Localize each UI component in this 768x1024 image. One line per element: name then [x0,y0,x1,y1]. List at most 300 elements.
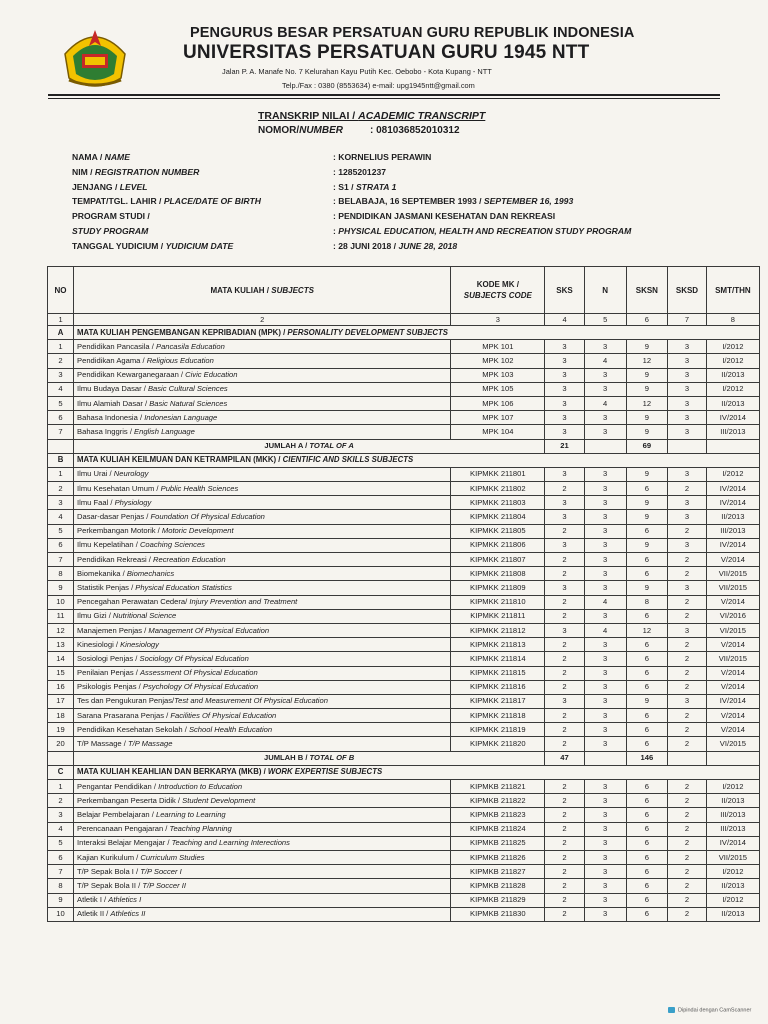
subject-smt: II/2013 [706,510,759,524]
row-no: 4 [48,510,74,524]
table-row [48,879,760,893]
subject-sksn: 6 [626,893,668,907]
subject-name: Kinesiologi / Kinesiology [74,638,451,652]
subject-name: Sosiologi Penjas / Sociology Of Physical Education [74,652,451,666]
total-sksn: 69 [626,439,668,453]
subject-n: 3 [584,638,626,652]
subject-sksn: 6 [626,680,668,694]
subject-sksd: 2 [668,737,707,751]
subject-name: Bahasa Indonesia / Indonesian Language [74,411,451,425]
row-no: 7 [48,553,74,567]
student-info-value: : S1 / STRATA 1 [333,181,397,192]
subject-sks: 3 [545,496,585,510]
table-row [48,425,760,439]
subject-n: 3 [584,482,626,496]
table-row [48,496,760,510]
subject-sks: 2 [545,567,585,581]
subject-smt: VI/2016 [706,609,759,623]
subject-sks: 3 [545,623,585,637]
subject-sksd: 3 [668,396,707,410]
table-row [48,340,760,354]
row-no: 17 [48,694,74,708]
subject-sksn: 12 [626,623,668,637]
column-index: 3 [451,314,545,326]
subject-n: 3 [584,496,626,510]
subject-n: 4 [584,623,626,637]
subject-sksn: 8 [626,595,668,609]
subject-name: Statistik Penjas / Physical Education Statistics [74,581,451,595]
transcript-number-value: : 081036852010312 [370,125,460,136]
student-info-label: TANGGAL YUDICIUM / YUDICIUM DATE [72,240,234,251]
subject-name: T/P Sepak Bola I / T/P Soccer I [74,865,451,879]
row-no: 1 [48,467,74,481]
subject-code: MPK 102 [451,354,545,368]
subject-n: 3 [584,510,626,524]
subject-sks: 3 [545,396,585,410]
row-no: 10 [48,595,74,609]
row-no: 2 [48,482,74,496]
subject-sks: 2 [545,780,585,794]
subject-n: 3 [584,893,626,907]
subject-sksn: 9 [626,425,668,439]
subject-name: Pendidikan Kesehatan Sekolah / School Health Education [74,723,451,737]
section-letter: B [48,453,74,467]
subject-sks: 3 [545,694,585,708]
subject-n: 3 [584,467,626,481]
student-info-value: : PENDIDIKAN JASMANI KESEHATAN DAN REKREASI [333,211,556,222]
subject-code: KIPMKK 211814 [451,652,545,666]
subject-n: 3 [584,822,626,836]
subject-smt: VII/2015 [706,581,759,595]
subject-sksn: 9 [626,411,668,425]
student-info-row [72,226,712,241]
subject-smt: III/2013 [706,822,759,836]
header-sksn: SKSN [626,267,668,314]
total-empty [584,439,626,453]
subject-sksn: 9 [626,694,668,708]
subject-sks: 2 [545,680,585,694]
subject-n: 3 [584,850,626,864]
subject-sksn: 9 [626,340,668,354]
row-no: 6 [48,411,74,425]
subject-sksd: 3 [668,382,707,396]
section-header-row [48,765,760,779]
subject-sks: 2 [545,808,585,822]
section-total-row [48,439,760,453]
subject-n: 3 [584,907,626,921]
subject-sks: 2 [545,553,585,567]
table-row [48,694,760,708]
column-index: 7 [668,314,707,326]
subject-name: Pendidikan Rekreasi / Recreation Education [74,553,451,567]
subject-name: Interaksi Belajar Mengajar / Teaching and Learning Interections [74,836,451,850]
subject-code: MPK 106 [451,396,545,410]
subject-code: KIPMKK 211815 [451,666,545,680]
row-no: 15 [48,666,74,680]
subject-sks: 2 [545,666,585,680]
row-no: 5 [48,524,74,538]
subject-name: Atletik II / Athletics II [74,907,451,921]
subject-sksd: 3 [668,354,707,368]
subject-code: KIPMKB 211825 [451,836,545,850]
subject-sksn: 9 [626,467,668,481]
subject-sksn: 6 [626,879,668,893]
subject-code: KIPMKK 211813 [451,638,545,652]
subject-code: KIPMKK 211802 [451,482,545,496]
university-contact: Telp./Fax : 0380 (8553634) e-mail: upg1945ntt@gmail.com [282,81,475,90]
subject-sksn: 6 [626,850,668,864]
subject-code: KIPMKK 211817 [451,694,545,708]
row-no: 14 [48,652,74,666]
subject-sks: 3 [545,510,585,524]
subject-smt: I/2012 [706,467,759,481]
subject-name: Sarana Prasarana Penjas / Facilities Of Physical Education [74,709,451,723]
subject-name: Perkembangan Motorik / Motoric Development [74,524,451,538]
subject-smt: I/2012 [706,780,759,794]
subject-name: Pengantar Pendidikan / Introduction to Education [74,780,451,794]
table-row [48,581,760,595]
subject-smt: IV/2014 [706,836,759,850]
subject-smt: V/2014 [706,553,759,567]
table-row [48,467,760,481]
subject-sksn: 9 [626,382,668,396]
table-row [48,382,760,396]
student-info-label: TEMPAT/TGL. LAHIR / PLACE/DATE OF BIRTH [72,196,261,207]
subject-name: Ilmu Kepelatihan / Coaching Sciences [74,538,451,552]
total-sksn: 146 [626,751,668,765]
subject-code: KIPMKK 211818 [451,709,545,723]
column-index: 4 [545,314,585,326]
subject-sksd: 2 [668,680,707,694]
subject-code: KIPMKB 211824 [451,822,545,836]
table-row [48,482,760,496]
subject-code: KIPMKB 211829 [451,893,545,907]
subject-code: KIPMKK 211816 [451,680,545,694]
subject-code: KIPMKK 211801 [451,467,545,481]
subject-smt: I/2012 [706,354,759,368]
subject-code: MPK 105 [451,382,545,396]
subject-name: Ilmu Alamiah Dasar / Basic Natural Sciences [74,396,451,410]
subject-smt: VII/2015 [706,850,759,864]
subject-code: KIPMKB 211828 [451,879,545,893]
student-info-label: NIM / REGISTRATION NUMBER [72,166,200,177]
subject-sksd: 2 [668,794,707,808]
subject-smt: V/2014 [706,680,759,694]
total-label: JUMLAH B / TOTAL OF B [74,751,545,765]
table-row [48,780,760,794]
subject-n: 3 [584,382,626,396]
table-header-row [48,267,760,314]
column-index: 8 [706,314,759,326]
subject-code: MPK 104 [451,425,545,439]
table-row [48,907,760,921]
row-no: 9 [48,893,74,907]
subject-name: Ilmu Urai / Neurology [74,467,451,481]
subject-sksd: 2 [668,850,707,864]
subject-sksd: 2 [668,865,707,879]
subject-smt: II/2013 [706,396,759,410]
subject-sksn: 6 [626,553,668,567]
student-info-value: : KORNELIUS PERAWIN [333,152,432,162]
table-row [48,595,760,609]
subject-code: KIPMKB 211823 [451,808,545,822]
row-no: 7 [48,425,74,439]
subject-sksn: 6 [626,482,668,496]
transcript-table [47,266,760,922]
table-row [48,822,760,836]
subject-code: KIPMKK 211803 [451,496,545,510]
row-no: 8 [48,567,74,581]
subject-code: KIPMKK 211812 [451,623,545,637]
subject-sksn: 6 [626,609,668,623]
subject-code: KIPMKK 211820 [451,737,545,751]
row-no: 20 [48,737,74,751]
subject-sksn: 6 [626,808,668,822]
subject-sksd: 2 [668,553,707,567]
subject-sksn: 6 [626,794,668,808]
student-info-value: : 28 JUNI 2018 / JUNE 28, 2018 [333,240,458,251]
subject-sks: 2 [545,609,585,623]
subject-n: 3 [584,709,626,723]
subject-sksd: 3 [668,581,707,595]
subject-name: Perkembangan Peserta Didik / Student Development [74,794,451,808]
subject-sks: 3 [545,340,585,354]
subject-name: Ilmu Kesehatan Umum / Public Health Sciences [74,482,451,496]
subject-n: 3 [584,340,626,354]
row-no: 5 [48,836,74,850]
subject-code: KIPMKB 211830 [451,907,545,921]
total-empty [584,751,626,765]
subject-sksd: 2 [668,808,707,822]
section-title: MATA KULIAH KEAHLIAN DAN BERKARYA (MKB) / WORK EXPERTISE SUBJECTS [74,765,760,779]
table-row [48,567,760,581]
subject-sks: 2 [545,482,585,496]
subject-sksd: 2 [668,780,707,794]
subject-name: Psikologis Penjas / Psychology Of Physical Education [74,680,451,694]
subject-name: Pendidikan Agama / Religious Education [74,354,451,368]
student-info-value: : PHYSICAL EDUCATION, HEALTH AND RECREATION STUDY PROGRAM [333,225,632,236]
total-empty [668,439,707,453]
transcript-title: TRANSKRIP NILAI / ACADEMIC TRANSCRIPT [258,110,486,122]
subject-name: T/P Massage / T/P Massage [74,737,451,751]
subject-smt: VI/2015 [706,623,759,637]
subject-sksd: 3 [668,496,707,510]
subject-sksd: 2 [668,524,707,538]
row-no: 16 [48,680,74,694]
subject-sks: 3 [545,382,585,396]
table-row [48,723,760,737]
subject-sks: 3 [545,354,585,368]
subject-sksd: 2 [668,666,707,680]
subject-sksn: 6 [626,822,668,836]
subject-smt: II/2013 [706,368,759,382]
student-info-row [72,167,712,182]
row-no: 13 [48,638,74,652]
subject-n: 4 [584,595,626,609]
subject-sksn: 6 [626,524,668,538]
table-row [48,411,760,425]
table-row [48,865,760,879]
header-code: KODE MK / SUBJECTS CODE [451,267,545,314]
subject-n: 4 [584,396,626,410]
subject-sksd: 2 [668,723,707,737]
subject-sksn: 9 [626,538,668,552]
subject-n: 3 [584,794,626,808]
subject-n: 3 [584,666,626,680]
subject-name: Kajian Kurikulum / Curriculum Studies [74,850,451,864]
subject-smt: IV/2014 [706,482,759,496]
subject-sksd: 3 [668,411,707,425]
subject-code: KIPMKK 211807 [451,553,545,567]
subject-sksd: 2 [668,638,707,652]
subject-sksn: 12 [626,396,668,410]
subject-smt: IV/2014 [706,694,759,708]
subject-code: MPK 101 [451,340,545,354]
table-row [48,737,760,751]
subject-sksd: 2 [668,879,707,893]
row-no: 6 [48,850,74,864]
subject-name: Belajar Pembelajaran / Learning to Learning [74,808,451,822]
subject-smt: III/2013 [706,808,759,822]
subject-sksn: 6 [626,567,668,581]
subject-n: 3 [584,680,626,694]
total-sks: 47 [545,751,585,765]
student-info-row [72,211,712,226]
row-no: 3 [48,808,74,822]
header-n: N [584,267,626,314]
student-info-row [72,241,712,256]
subject-sksd: 2 [668,567,707,581]
subject-sksn: 9 [626,368,668,382]
subject-name: Bahasa Inggris / English Language [74,425,451,439]
student-info-label: PROGRAM STUDI / [72,211,150,222]
student-info-label: NAMA / NAME [72,152,130,162]
total-label: JUMLAH A / TOTAL OF A [74,439,545,453]
subject-smt: I/2012 [706,893,759,907]
subject-sksd: 3 [668,510,707,524]
row-no: 1 [48,340,74,354]
row-no: 19 [48,723,74,737]
subject-sksd: 3 [668,368,707,382]
subject-code: KIPMKK 211811 [451,609,545,623]
scanner-watermark: Dipindai dengan CamScanner [668,1007,751,1013]
subject-name: Atletik I / Athletics I [74,893,451,907]
subject-sksd: 2 [668,709,707,723]
subject-n: 3 [584,425,626,439]
row-no: 12 [48,623,74,637]
row-no: 10 [48,907,74,921]
subject-smt: IV/2014 [706,538,759,552]
subject-sksd: 3 [668,425,707,439]
student-info-row [72,182,712,197]
subject-sks: 2 [545,850,585,864]
subject-name: Pendidikan Kewarganegaraan / Civic Education [74,368,451,382]
university-address: Jalan P. A. Manafe No. 7 Kelurahan Kayu Putih Kec. Oebobo - Kota Kupang - NTT [222,67,492,76]
section-total-row [48,751,760,765]
subject-sksd: 3 [668,538,707,552]
subject-sks: 2 [545,709,585,723]
transcript-number: NOMOR/NUMBER : 081036852010312 [258,125,460,136]
column-index: 2 [74,314,451,326]
row-no: 3 [48,368,74,382]
subject-n: 3 [584,808,626,822]
table-row [48,553,760,567]
header-no: NO [48,267,74,314]
column-index: 1 [48,314,74,326]
subject-n: 3 [584,581,626,595]
subject-smt: III/2013 [706,524,759,538]
row-no: 2 [48,794,74,808]
subject-n: 3 [584,780,626,794]
subject-name: Pendidikan Pancasila / Pancasila Education [74,340,451,354]
column-index: 6 [626,314,668,326]
subject-code: KIPMKK 211810 [451,595,545,609]
row-no: 7 [48,865,74,879]
subject-sks: 2 [545,524,585,538]
subject-code: MPK 107 [451,411,545,425]
subject-smt: VI/2015 [706,737,759,751]
row-no: 3 [48,496,74,510]
student-info-row [72,196,712,211]
subject-name: Pencegahan Perawatan Cedera/ Injury Prevention and Treatment [74,595,451,609]
row-no: 11 [48,609,74,623]
subject-smt: II/2013 [706,879,759,893]
subject-smt: V/2014 [706,709,759,723]
table-row [48,666,760,680]
subject-sks: 2 [545,638,585,652]
subject-sks: 2 [545,865,585,879]
org-name: PENGURUS BESAR PERSATUAN GURU REPUBLIK INDONESIA [190,25,635,41]
subject-sksd: 2 [668,652,707,666]
subject-name: Ilmu Budaya Dasar / Basic Cultural Sciences [74,382,451,396]
total-empty [48,751,74,765]
table-row [48,794,760,808]
student-info-label: STUDY PROGRAM [72,225,149,236]
subject-sksd: 2 [668,893,707,907]
total-sks: 21 [545,439,585,453]
subject-smt: VII/2015 [706,652,759,666]
subject-sks: 2 [545,893,585,907]
subject-n: 4 [584,354,626,368]
table-row [48,538,760,552]
table-row [48,510,760,524]
subject-sksd: 2 [668,595,707,609]
header-smt: SMT/THN [706,267,759,314]
subject-sksn: 6 [626,836,668,850]
subject-sks: 2 [545,907,585,921]
subject-name: Ilmu Gizi / Nutritional Science [74,609,451,623]
subject-smt: II/2013 [706,907,759,921]
subject-sksn: 9 [626,581,668,595]
subject-sks: 2 [545,794,585,808]
table-row [48,808,760,822]
student-info-value: : 1285201237 [333,166,387,177]
subject-sksd: 2 [668,907,707,921]
subject-sks: 2 [545,822,585,836]
subject-n: 3 [584,836,626,850]
header-sksd: SKSD [668,267,707,314]
university-name: UNIVERSITAS PERSATUAN GURU 1945 NTT [183,42,590,63]
subject-smt: I/2012 [706,340,759,354]
subject-n: 3 [584,538,626,552]
subject-sks: 2 [545,879,585,893]
total-empty [48,439,74,453]
section-letter: C [48,765,74,779]
header-rule-thick [48,94,720,96]
subject-code: KIPMKB 211827 [451,865,545,879]
subject-n: 3 [584,865,626,879]
row-no: 2 [48,354,74,368]
